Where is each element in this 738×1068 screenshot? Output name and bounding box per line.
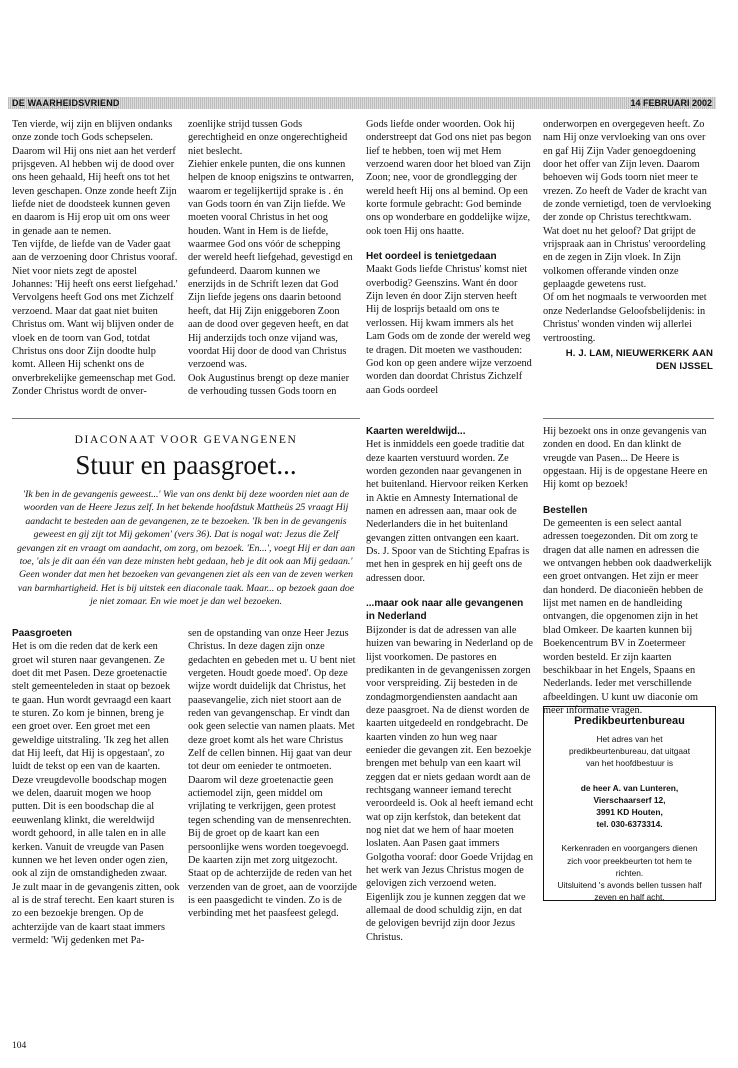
article-column-1 — [12, 627, 180, 947]
top-column-3 — [366, 118, 532, 397]
paragraph: De gemeenten is een select aantal adressen toegezonden. Dit om zorg te dragen dat alle namen en adressen die we ontvangen hebben ook daadwerkelijk een groet ontvangen. Het zijn er meer dan honderd. De diaconieën hebben de lijst met namen en de handleiding ontvangen, die opgenomen zijn in het blad Omkeer. De kaarten kunnen bij Boekencentrum BV in Zoetermeer worden besteld. Er zijn kaarten beschikbaar in het Engels, Spaans en Nederlands. Ieder met verschillende afbeeldingen. U kunt uw diaconie om meer informatie vragen. — [543, 518, 712, 716]
section-heading: Kaarten wereldwijd... — [366, 426, 466, 437]
paragraph: Gods liefde onder woorden. Ook hij onderstreept dat God ons niet pas begon lief te hebben, toen wij met Hem verzoend waren door het bloed van Zijn Zoon; nee, voor de grondlegging der wereld heeft Hij ons al bemind. Op een korte formule gebracht: God beminde ons op wonderbare en goddelijke wijze, ook toen Hij ons haatte. — [366, 119, 532, 237]
section-heading: Het oordeel is tenietgedaan — [366, 251, 497, 263]
predikbeurtenbureau-box — [543, 706, 716, 901]
paragraph: Ook Augustinus brengt op deze manier de verhouding tussen Gods toorn en — [188, 372, 349, 397]
issue-date: 14 FEBRUARI 2002 — [630, 98, 712, 108]
paragraph: Wat doet nu het geloof? Dat grijpt de vrijspraak aan in Christus' veroordeling en de zegen in Zijn vloek. In Zijn volkomen offerande vinden onze geplaagde gewetens rust. — [543, 225, 706, 291]
article-column-4 — [543, 425, 713, 717]
section-divider — [543, 418, 714, 419]
paragraph: sen de opstanding van onze Heer Jezus Christus. In deze dagen zijn onze gedachten en gebeden met u. U bent niet vergeten. Houdt goede moed'. Op deze wijze wordt duidelijk dat Christus, het paasevangelie, zich niet stoort aan de reden van gevangenschap. Er vindt dan ook geen selectie van namen plaats. Met deze groet komt als het ware Christus Zelf de cellen binnen. Hij gaat van deur tot deur om eenieder te ontmoeten. Daarom wil deze groetenactie geen actiemodel zijn, geen middel om vrijlating te verkrijgen, geen protest tegen schending van de mensenrechten. Bij de groet op de kaart kan een persoonlijke wens worden toegevoegd. De kaarten zijn met zorg uitgezocht. Staat op de achterzijde de reden van het verzenden van de groet, aan de voorzijde is een paasgedicht te vinden. Zo is de verbinding met het paasfeest gelegd. — [188, 628, 357, 920]
article-kicker: DIACONAAT VOOR GEVANGENEN — [74, 434, 298, 446]
paragraph: Ziehier enkele punten, die ons kunnen helpen de knoop enigszins te ontwarren, waarom er tegelijkertijd sprake is . én van Gods toorn én van Zijn liefde. We moeten vooral Christus in het oog houden. Want in Hem is de liefde, waarmee God ons vóór de schepping der wereld heeft liefgehad, gevestigd en gefundeerd. Daarom kunnen we enerzijds in de Schrift lezen dat God Zijn liefde jegens ons daarin betoond heeft, dat Hij Zijn eniggeboren Zoon aan de dood over gegeven heeft, en dat Hij anderzijds toch onze vijand was, voordat Hij door de dood van Christus verzoend was. — [188, 159, 354, 371]
paragraph: zoenlijke strijd tussen Gods gerechtigheid en onze ongerechtigheid niet beslecht. — [188, 119, 348, 157]
article-intro: 'Ik ben in de gevangenis geweest...' Wie van ons denkt bij deze woorden niet aan de woorden van de Heere Jezus zelf. In het bekende hoofdstuk Mattheüs 25 vraagt Hij aandacht te besteden aan de gevangenen, ze te bezoeken. 'Ik ben in de gevangenis geweest en gij zijt tot Mij gekomen' (vers 36). Dat is nogal wat: Jezus die Zelf gevangen zit en vraagt om aandacht, om zorg, om bezoek. 'En...', voegt Hij er dan aan toe, 'als je dit aan één van deze minsten hebt gedaan, heb je dit ook aan Mij gedaan.' Geen wonder dat men het bezoeken van gevangenen ziet als een van de zeven werken van barmhartigheid. Het is bij uitstek een diaconale taak. Maar... op bezoek gaan doe je niet zomaar. En wie moet je dan wel bezoeken. — [17, 489, 355, 608]
top-column-1 — [12, 118, 178, 398]
paragraph: onderworpen en overgegeven heeft. Zo nam Hij onze vervloeking van ons over en gaf Hij Zijn Vader genoegdoening door het offer van Zijn leven. Daarom behoeven wij Gods toorn niet meer te vrezen. Zo heeft de Vader de kracht van de zonde vernietigd, toen de vervloeking der zonde op Christus terechtkwam. — [543, 119, 712, 224]
paragraph: Hij bezoekt ons in onze gevangenis van zonden en dood. En dan klinkt de vreugde van Pasen... De Heere is opgestaan. Hij is de opgestane Heere en Hij komt op bezoek! — [543, 426, 708, 491]
top-column-4 — [543, 118, 713, 374]
paragraph: Maakt Gods liefde Christus' komst niet overbodig? Geenszins. Want én door Zijn leven én door Zijn sterven heeft Hij de losprijs betaald om ons te verlossen. Hij kwam immers als het Lam Gods om de zonde der wereld weg te dragen. Dit moeten we vasthouden: God kon op geen andere wijze verzoend worden dan doordat Christus Zichzelf aan Gods oordeel — [366, 264, 532, 396]
paragraph: Het is inmiddels een goede traditie dat deze kaarten verstuurd worden. Ze worden gezonden naar gevangenen in het buitenland. Hiervoor reiken Kerken in Aktie en Amnesty International de namen en adressen aan, maar ook de Nederlanders die in het buitenland gevangen zitten ontvangen een kaart. Ds. J. Spoor van de Stichting Epafras is met hen in gesprek en hij geeft ons de adressen door. — [366, 439, 530, 584]
page-number: 104 — [12, 1041, 27, 1051]
paragraph: Of om het nogmaals te verwoorden met onze Nederlandse Geloofsbelijdenis: in Christus' wonden vinden wij allerlei vertroosting. — [543, 292, 707, 344]
paragraph: Ten vierde, wij zijn en blijven ondanks onze zonde toch Gods schepselen. Daarom wil Hij ons niet aan het verderf prijsgeven. Al hebben wij de dood over ons heen gehaald, Hij heeft ons tot het leven geschapen. Onze zonde heeft Zijn liefde niet de doodsteek kunnen geven en daarom is Hij erop uit om ons weer in genade aan te nemen. — [12, 119, 177, 237]
article-title: Stuur en paasgroet... — [75, 450, 297, 480]
article-column-3 — [366, 425, 534, 944]
author-signature: H. J. LAM, NIEUWERKERK AAN DEN IJSSEL — [565, 347, 713, 373]
paragraph: Bijzonder is dat de adressen van alle huizen van bewaring in Nederland op de lijst voorkomen. De pastores en predikanten in de gevangenissen zorgen voor verspreiding. Zij besteden in de zondagmorgendiensten aandacht aan deze paasgroet. Na de dienst worden de kaarten uitgedeeld en rondgebracht. De kaarten vinden zo hun weg naar eenieder die gevangen zit. Een bezoekje brengen met behulp van een kaart wil zeggen dat er niets gedaan wordt aan de rechtsgang wanneer iemand terecht veroordeeld is. Ook al heeft iemand echt wat op zijn kerfstok, dan betekent dat nog niet dat we hem of haar moeten loslaten. Aan Pasen gaat immers Golgotha vooraf: door Goede Vrijdag en het werk van Jezus Christus mogen de gelovigen zich verzoend weten. Eigenlijk zou je kunnen zeggen dat we allemaal de dood schuldig zijn, en dat de gelovigen bevrijd zijn door Jezus Christus. — [366, 624, 534, 943]
box-text: Het adres van het predikbeurtenbureau, dat uitgaat van het hoofdbestuur is — [568, 734, 691, 769]
address-phone: tel. 030-6373314. — [596, 819, 663, 830]
top-column-2 — [188, 118, 356, 398]
box-address — [544, 782, 715, 831]
section-heading: Paasgroeten — [12, 628, 73, 639]
section-divider — [12, 418, 360, 419]
paragraph: Je zult maar in de gevangenis zitten, ook al is de straf terecht. Een kaart sturen is zo een bezoekje brengen. Op de achterzijde van de kaart staat immers vermeld: 'Wij gedenken met Pa- — [12, 881, 180, 946]
paragraph: Het is om die reden dat de kerk een groet wil sturen naar gevangenen. Ze doet dit met Pasen. Deze groetenactie stelt gemeenteleden in staat op bezoek te gaan. Hun wordt gevraagd een kaart te sturen. Zo kom je binnen, breng je een groet over. Een groet met een geweldige uitstraling. 'Ik zeg het allen dat Hij leeft, dat Hij is opgestaan', zo luidt de tekst op een van de kaarten. Deze vreugdevolle boodschap mogen we delen, daaruit mogen we hoop putten. Dit is een boodschap die al eeuwenlang klinkt, die wereldwijd wordt gehoord, in alle talen en in alle kerken. Vanuit de vreugde van Pasen kunnen we het leven onder ogen zien, ook al zijn de omstandigheden zwaar. — [12, 641, 172, 880]
box-title: Predikbeurtenbureau — [574, 715, 685, 727]
article-column-2 — [188, 627, 358, 921]
address-street: Vierschaarserf 12, — [593, 794, 666, 805]
publication-name: DE WAARHEIDSVRIEND — [12, 98, 120, 108]
address-city: 3991 KD Houten, — [596, 807, 663, 818]
address-name: de heer A. van Lunteren, — [580, 782, 679, 793]
box-note: Kerkenraden en voorgangers dienen zich voor preekbeurten tot hem te richten. — [561, 843, 698, 878]
paragraph: Ten vijfde, de liefde van de Vader gaat aan de verzoening door Christus vooraf. Niet voor niets zegt de apostel Johannes: 'Hij heeft ons eerst liefgehad.' Vervolgens heeft God ons met Zichzelf verzoend. Maar dat gaat niet buiten Christus om. Want wij blijven onder de vloek en de toorn van God, totdat Christus ons door Zijn doodte hulp komt. Alleen Hij schenkt ons de onverbrekelijke gemeenschap met God. Zonder Christus wordt de onver- — [12, 239, 178, 397]
section-heading: Bestellen — [543, 504, 588, 516]
box-note: Uitsluitend 's avonds bellen tussen half zeven en half acht. — [557, 880, 702, 903]
section-heading: ...maar ook naar alle gevangenen in Nederland — [366, 598, 524, 623]
